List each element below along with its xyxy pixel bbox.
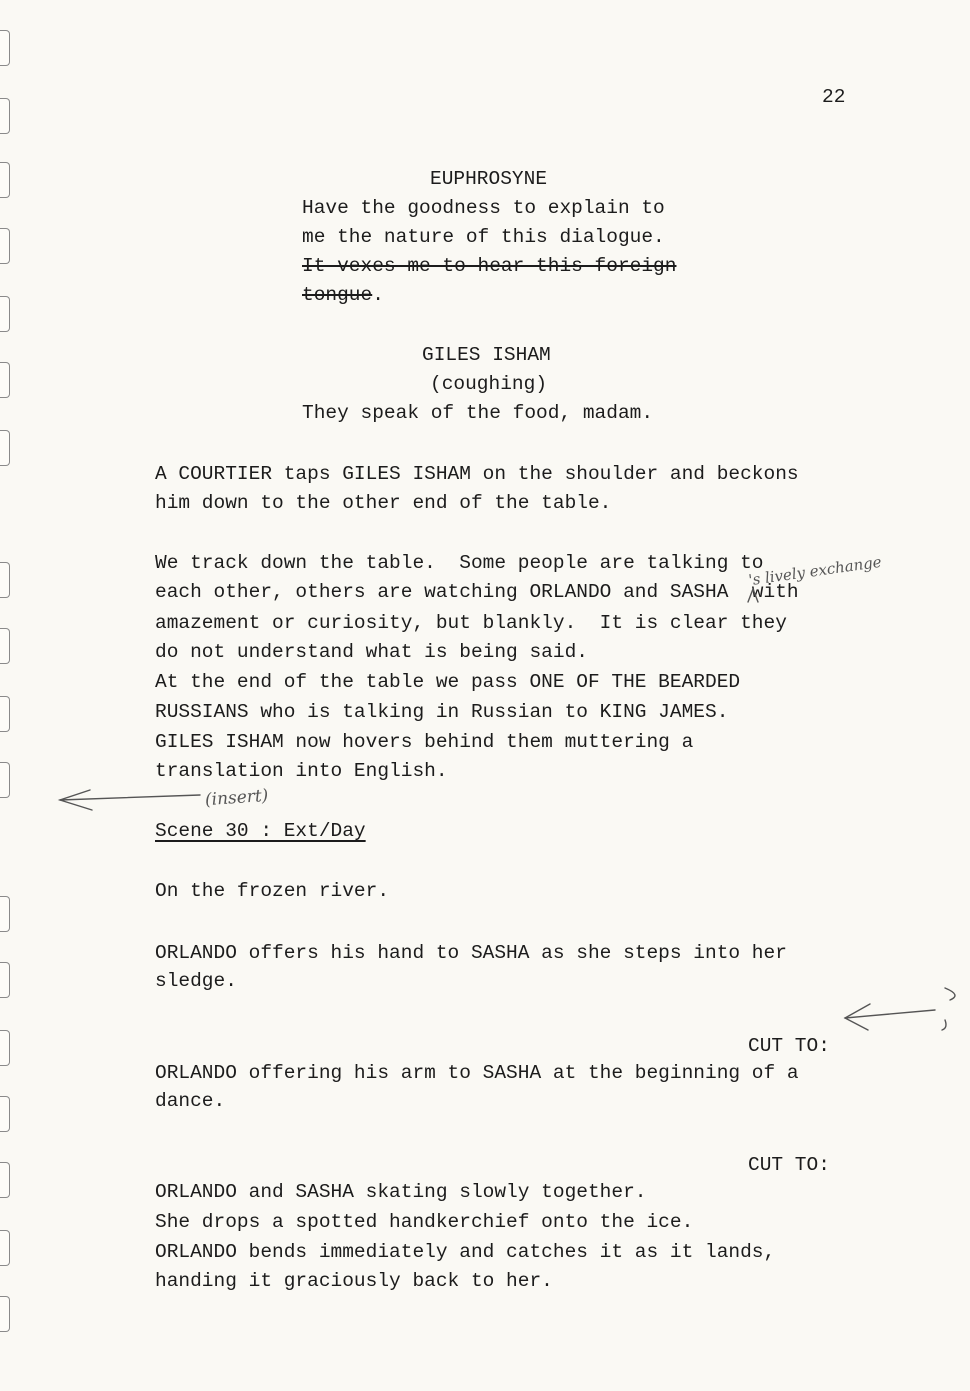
handwritten-insert-note: (insert) bbox=[204, 785, 270, 811]
action-line: him down to the other end of the table. bbox=[155, 492, 612, 514]
transition: CUT TO: bbox=[748, 1035, 830, 1057]
action-line: We track down the table. Some people are talking to bbox=[155, 552, 764, 574]
dialogue-line: Have the goodness to explain to bbox=[302, 197, 665, 219]
action-line: On the frozen river. bbox=[155, 880, 390, 902]
action-line: handing it graciously back to her. bbox=[155, 1270, 553, 1292]
left-arrow-icon bbox=[60, 795, 200, 800]
action-line: At the end of the table we pass ONE OF THE BEARDED bbox=[155, 671, 741, 693]
transition: CUT TO: bbox=[748, 1154, 830, 1176]
action-line: do not understand what is being said. bbox=[155, 641, 588, 663]
handwritten-insertion: 's lively exchange bbox=[747, 552, 883, 590]
action-line: amazement or curiosity, but blankly. It is clear they bbox=[155, 612, 787, 634]
action-line: ORLANDO bends immediately and catches it as it lands, bbox=[155, 1241, 776, 1263]
parenthetical: (coughing) bbox=[430, 373, 548, 395]
struck-word: tongue bbox=[302, 284, 373, 306]
action-line: sledge. bbox=[155, 970, 237, 992]
dialogue-line: me the nature of this dialogue. bbox=[302, 226, 665, 248]
struck-tail: . bbox=[372, 284, 384, 306]
action-line: each other, others are watching ORLANDO and SASHA with bbox=[155, 581, 799, 603]
character-name: EUPHROSYNE bbox=[430, 168, 548, 190]
page-number: 22 bbox=[822, 86, 846, 108]
action-line: She drops a spotted handkerchief onto the ice. bbox=[155, 1211, 694, 1233]
action-line: RUSSIANS who is talking in Russian to KING JAMES. bbox=[155, 701, 729, 723]
character-name: GILES ISHAM bbox=[422, 344, 551, 366]
action-line: A COURTIER taps GILES ISHAM on the shoulder and beckons bbox=[155, 463, 799, 485]
dialogue-line: They speak of the food, madam. bbox=[302, 402, 654, 424]
scene-heading: Scene 30 : Ext/Day bbox=[155, 820, 366, 842]
action-line: ORLANDO offers his hand to SASHA as she steps into her bbox=[155, 942, 787, 964]
action-line: GILES ISHAM now hovers behind them muttering a bbox=[155, 731, 694, 753]
insertion-caret-icon bbox=[748, 589, 758, 602]
action-line: translation into English. bbox=[155, 760, 448, 782]
action-line: ORLANDO offering his arm to SASHA at the beginning of a bbox=[155, 1062, 799, 1084]
action-line: ORLANDO and SASHA skating slowly together. bbox=[155, 1181, 647, 1203]
action-line: dance. bbox=[155, 1090, 226, 1112]
struck-dialogue-line: It vexes me to hear this foreign bbox=[302, 255, 677, 277]
